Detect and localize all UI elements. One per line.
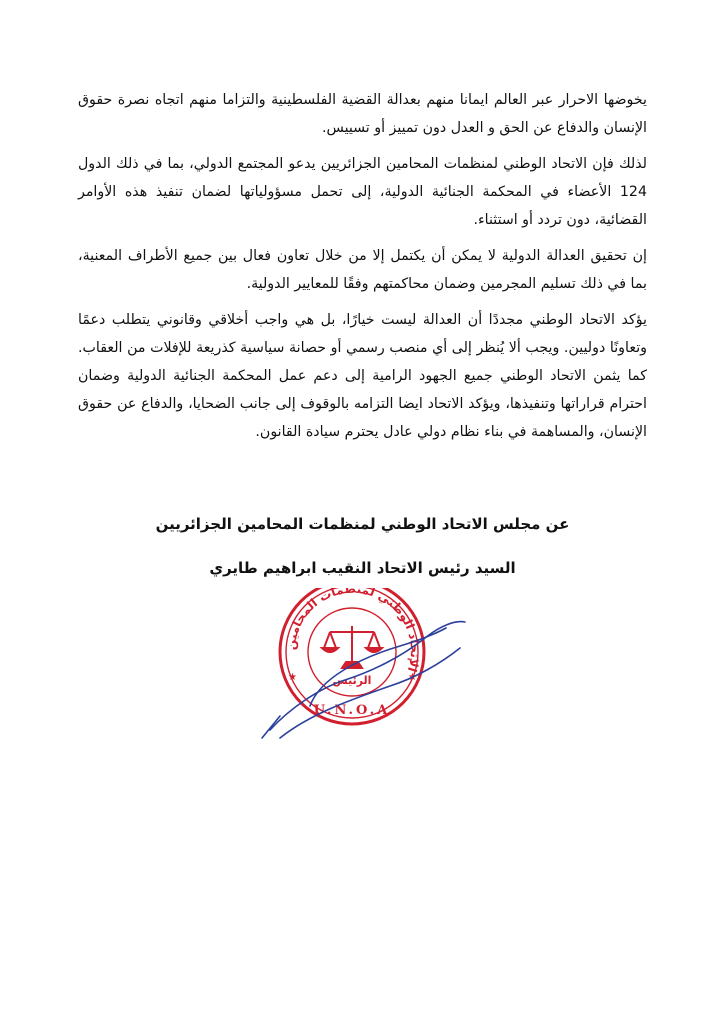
svg-text:الرئيس: الرئيس	[332, 674, 372, 687]
svg-text:★: ★	[288, 672, 297, 683]
svg-text:U.N.O.A: U.N.O.A	[313, 703, 391, 718]
paragraph-2: لذلك فإن الاتحاد الوطني لمنظمات المحامين الجزائريين يدعو المجتمع الدولي، بما في ذلك الدول 124 الأعضاء في المحكمة الجنائية الدولية، إلى تحمل مسؤولياتها لضمان تنفيذ هذه الأوامر القضائية، دون تردد أو استثناء.	[78, 156, 647, 228]
signature-council-line: عن مجلس الاتحاد الوطني لمنظمات المحامين الجزائريين	[155, 515, 570, 533]
scales-of-justice-icon	[322, 626, 382, 668]
paragraph-3: إن تحقيق العدالة الدولية لا يمكن أن يكتمل إلا من خلال تعاون فعال بين جميع الأطراف المعنية، بما في ذلك تسليم المجرمين وضمان محاكمتهم وفقًا للمعايير الدولية.	[78, 248, 647, 292]
svg-text:★: ★	[408, 672, 417, 683]
svg-text:الإتحاد الوطني لمنظمات المحامي: الإتحاد الوطني لمنظمات المحامين	[283, 588, 423, 674]
signature-president-line: السيد رئيس الاتحاد النقيب ابراهيم طايري	[209, 559, 516, 577]
paragraph-1: يخوضها الاحرار عبر العالم ايمانا منهم بعدالة القضية الفلسطينية والتزاما منهم اتجاه نصرة حقوق الإنسان والدفاع عن الحق و العدل دون تمييز أو تسييس.	[78, 92, 647, 136]
paragraph-4: يؤكد الاتحاد الوطني مجددًا أن العدالة ليست خيارًا، بل هي واجب أخلاقي وقانوني يتطلب دعمًا وتعاونًا دوليين. ويجب ألا يُنظر إلى أي منصب رسمي أو حصانة سياسية كذريعة للإفلات من العقاب. كما يثمن الاتحاد الوطني جميع الجهود الرامية إلى دعم عمل المحكمة الجنائية الدولية وضمان احترام قراراتها وتنفيذها، ويؤكد الاتحاد ايضا التزامه بالوقوف إلى جانب الضحايا، والدفاع عن حقوق الإنسان، والمساهمة في بناء نظام دولي عادل يحترم سيادة القانون.	[78, 312, 647, 440]
official-stamp	[250, 588, 480, 748]
